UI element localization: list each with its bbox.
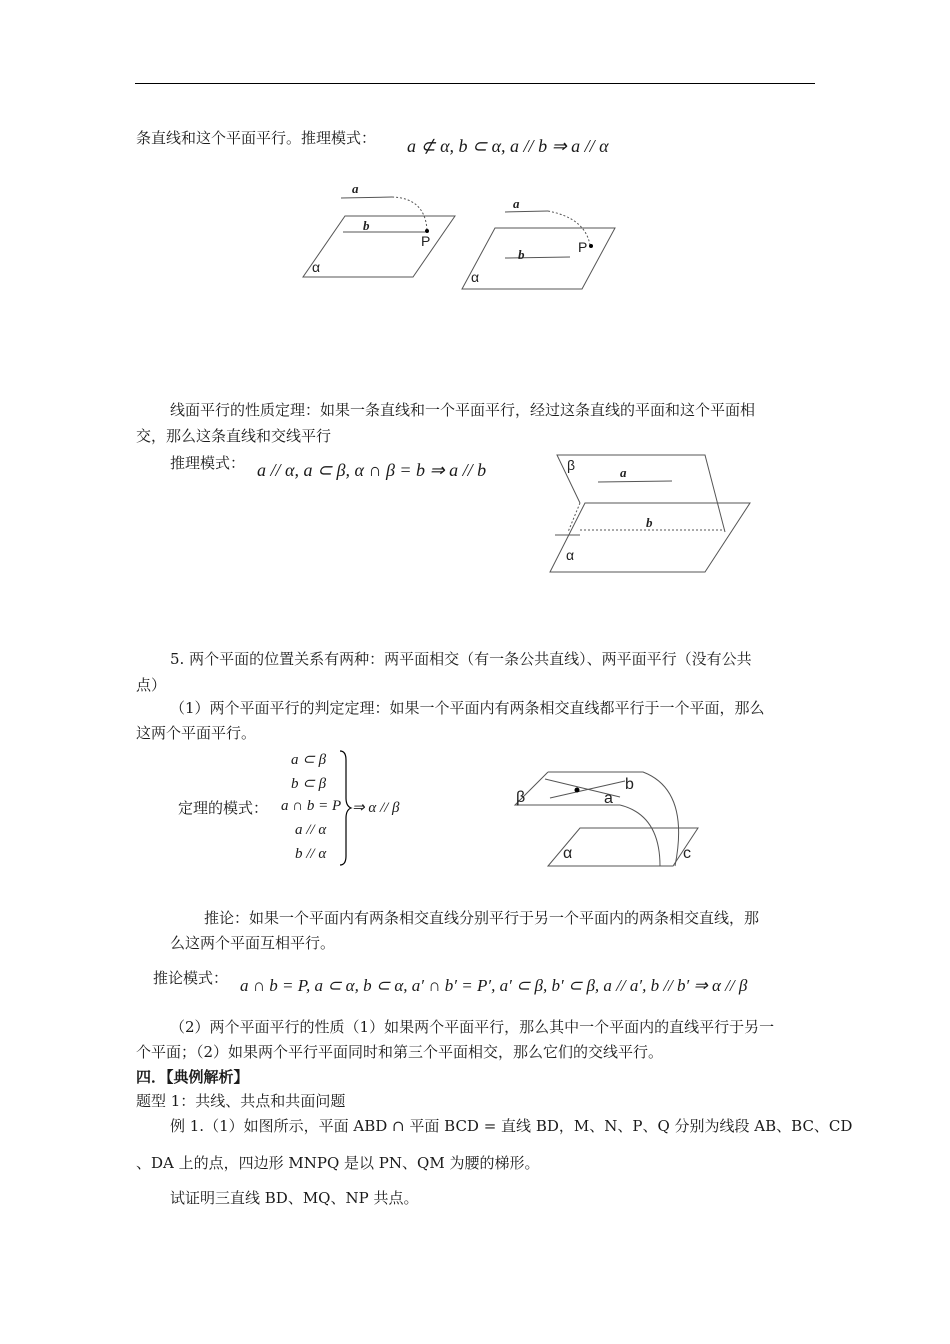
fig1-right-p: P (578, 239, 588, 255)
fig3-beta: β (516, 789, 526, 806)
fig1-left-p: P (421, 233, 431, 249)
fig2-a: a (620, 465, 627, 480)
condition-5: b // α (295, 846, 327, 862)
corollary-mode-label: 推论模式： (153, 969, 229, 987)
continued-text: 条直线和这个平面平行。推理模式： (136, 129, 377, 147)
corollary-line1: 推论：如果一个平面内有两条相交直线分别平行于另一个平面内的两条相交直线，那 (204, 909, 760, 927)
fig1-left-alpha: α (312, 259, 321, 275)
fig1-right-alpha: α (471, 269, 480, 285)
topic1-heading: 题型 1：共线、共点和共面问题 (136, 1092, 346, 1110)
section5-line1: 5. 两个平面的位置关系有两种：两平面相交（有一条公共直线）、两平面平行（没有公共 (170, 650, 752, 668)
property-line2: 个平面；（2）如果两个平行平面同时和第三个平面相交，那么它们的交线平行。 (136, 1043, 664, 1061)
judgment-theorem-line2: 这两个平面平行。 (136, 724, 257, 742)
fig3-alpha: α (563, 845, 573, 862)
condition-3: a ∩ b = P (281, 798, 342, 814)
formula-corollary: a ∩ b = P, a ⊂ α, b ⊂ α, a′ ∩ b′ = P′, a′ ⊂ β, b′ ⊂ β, a // a′, b // b′ ⇒ α // β (240, 976, 748, 995)
section5-line2: 点） (136, 676, 167, 694)
example1-line3: 试证明三直线 BD、MQ、NP 共点。 (170, 1189, 419, 1207)
fig3-a: a (604, 790, 613, 807)
example1-line1: 例 1.（1）如图所示，平面 ABD ∩ 平面 BCD = 直线 BD，M、N、P、Q 分别为线段 AB、BC、CD (170, 1117, 853, 1135)
inference-label: 推理模式： (170, 454, 246, 472)
fig2-b: b (646, 515, 653, 530)
example1-line2: 、DA 上的点，四边形 MNPQ 是以 PN、QM 为腰的梯形。 (136, 1154, 540, 1172)
fig3-c: c (683, 845, 691, 862)
fig2-alpha: α (566, 547, 575, 563)
corollary-line2: 么这两个平面互相平行。 (170, 934, 336, 952)
fig1-left-a: a (352, 181, 359, 196)
condition-1: a ⊂ β (291, 752, 327, 768)
property-theorem-line2: 交，那么这条直线和交线平行 (136, 427, 332, 445)
property-line1: （2）两个平面平行的性质（1）如果两个平面平行，那么其中一个平面内的直线平行于另一 (170, 1018, 775, 1036)
condition-4: a // α (295, 822, 327, 838)
formula-line-plane-parallel: a ⊄ α, b ⊂ α, a // b ⇒ a // α (407, 136, 609, 156)
property-theorem-line1: 线面平行的性质定理：如果一条直线和一个平面平行，经过这条直线的平面和这个平面相 (170, 401, 756, 419)
fig3-b: b (625, 776, 634, 793)
condition-2: b ⊂ β (291, 776, 327, 792)
fig1-left-b: b (363, 218, 370, 233)
theorem-mode-label: 定理的模式： (178, 799, 269, 817)
theorem-result: ⇒ α // β (352, 800, 400, 816)
fig1-right-b: b (518, 247, 525, 262)
section4-heading: 四．【典例解析】 (136, 1068, 249, 1086)
formula-property: a // α, a ⊂ β, α ∩ β = b ⇒ a // b (257, 460, 487, 480)
fig2-beta: β (567, 457, 576, 473)
fig1-right-a: a (513, 196, 520, 211)
judgment-theorem-line1: （1）两个平面平行的判定定理：如果一个平面内有两条相交直线都平行于一个平面，那么 (170, 699, 765, 717)
